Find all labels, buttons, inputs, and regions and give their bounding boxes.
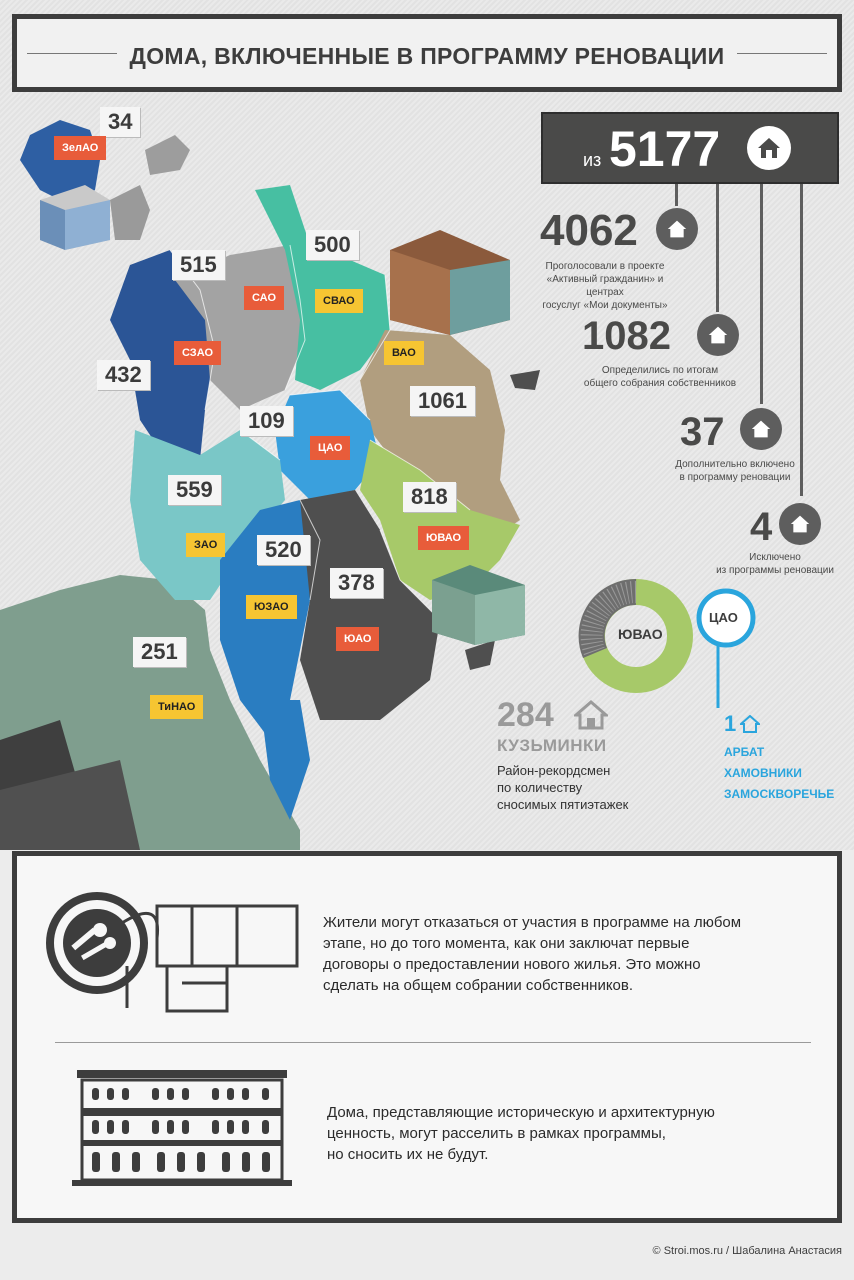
house-icon xyxy=(656,208,698,250)
cao-item-zamoskvorechye: ЗАМОСКВОРЕЧЬЕ xyxy=(724,787,835,801)
flag-yuao: ЮАО xyxy=(336,627,379,651)
building-icon-svao xyxy=(390,230,510,335)
house-icon xyxy=(740,408,782,450)
page-title: ДОМА, ВКЛЮЧЕННЫЕ В ПРОГРАММУ РЕНОВАЦИИ xyxy=(120,43,735,69)
count-yuvao: 818 xyxy=(403,482,456,512)
flag-zao: ЗАО xyxy=(186,533,225,557)
record-district: КУЗЬМИНКИ xyxy=(497,736,607,755)
count-vao: 1061 xyxy=(410,386,475,416)
stat-excluded-value: 4 xyxy=(750,505,773,549)
flag-yuvao: ЮВАО xyxy=(418,526,469,550)
stat-voted-value: 4062 xyxy=(540,206,638,255)
donut-chart xyxy=(578,578,838,718)
count-cao: 109 xyxy=(240,406,293,436)
connector-line-2 xyxy=(716,184,719,312)
flag-yuzao: ЮЗАО xyxy=(246,595,297,619)
connector-line-1 xyxy=(675,184,678,206)
cao-item-khamovniki: ХАМОВНИКИ xyxy=(724,766,802,780)
record-value: 284 xyxy=(497,696,554,734)
record-description: Район-рекордсмен по количеству сносимых пятиэтажек xyxy=(497,763,629,812)
stat-meeting-caption: Определились по итогам общего собрания собственников xyxy=(583,365,737,389)
flag-tinao: ТиНАО xyxy=(150,695,203,719)
stat-meeting-value: 1082 xyxy=(582,314,671,358)
connector-line-4 xyxy=(800,184,803,496)
stat-excluded-caption: Исключено из программы реновации xyxy=(716,552,834,576)
stat-added-value: 37 xyxy=(680,410,725,454)
count-svao: 500 xyxy=(306,230,359,260)
total-box xyxy=(541,112,839,184)
note-refusal: Жители могут отказаться от участия в программе на любом этапе, но до того момента, как они заключат первые договоры о предоставлении нового жилья. Это можно сделать на общем собрании собственников. xyxy=(323,914,742,994)
count-szao: 432 xyxy=(97,360,150,390)
cao-item-arbat: АРБАТ xyxy=(724,745,765,759)
donut-outer-label: ЮВАО xyxy=(618,626,663,642)
house-icon xyxy=(697,314,739,356)
historic-building-icon xyxy=(72,1068,292,1193)
count-zao: 559 xyxy=(168,475,221,505)
credit: © Stroi.mos.ru / Шабалина Анастасия xyxy=(652,1245,842,1257)
cao-value: 1 xyxy=(724,711,737,736)
count-yuao: 378 xyxy=(330,568,383,598)
notes-panel xyxy=(12,851,842,1223)
flag-svao: СВАО xyxy=(315,289,363,313)
count-tinao: 251 xyxy=(133,637,186,667)
total-prefix: из xyxy=(583,150,602,170)
flag-szao: СЗАО xyxy=(174,341,221,365)
house-icon xyxy=(574,700,608,730)
notes-divider xyxy=(55,1042,811,1043)
house-icon xyxy=(747,126,791,170)
note-historic: Дома, представляющие историческую и архитектурную ценность, могут расселить в рамках программы, но сносить их не будут. xyxy=(327,1104,715,1163)
count-sao: 515 xyxy=(172,250,225,280)
flag-vao: ВАО xyxy=(384,341,424,365)
cao-district-list xyxy=(724,742,834,805)
connector-line-3 xyxy=(760,184,763,404)
stat-added-caption: Дополнительно включено в программу реновации xyxy=(675,459,795,483)
keys-floorplan-icon xyxy=(42,888,312,1028)
house-icon xyxy=(740,715,760,733)
count-yuzao: 520 xyxy=(257,535,310,565)
stat-voted-caption: Проголосовали в проекте «Активный гражданин» и центрах госуслуг «Мои документы» xyxy=(542,261,668,311)
total-value: 5177 xyxy=(609,121,721,177)
title-banner xyxy=(12,14,842,92)
count-zelao: 34 xyxy=(100,107,140,137)
flag-zelao: ЗелАО xyxy=(54,136,106,160)
flag-cao: ЦАО xyxy=(310,436,350,460)
flag-sao: САО xyxy=(244,286,284,310)
building-icon-yuao xyxy=(432,565,525,645)
house-icon xyxy=(779,503,821,545)
donut-inner-label: ЦАО xyxy=(709,610,738,625)
